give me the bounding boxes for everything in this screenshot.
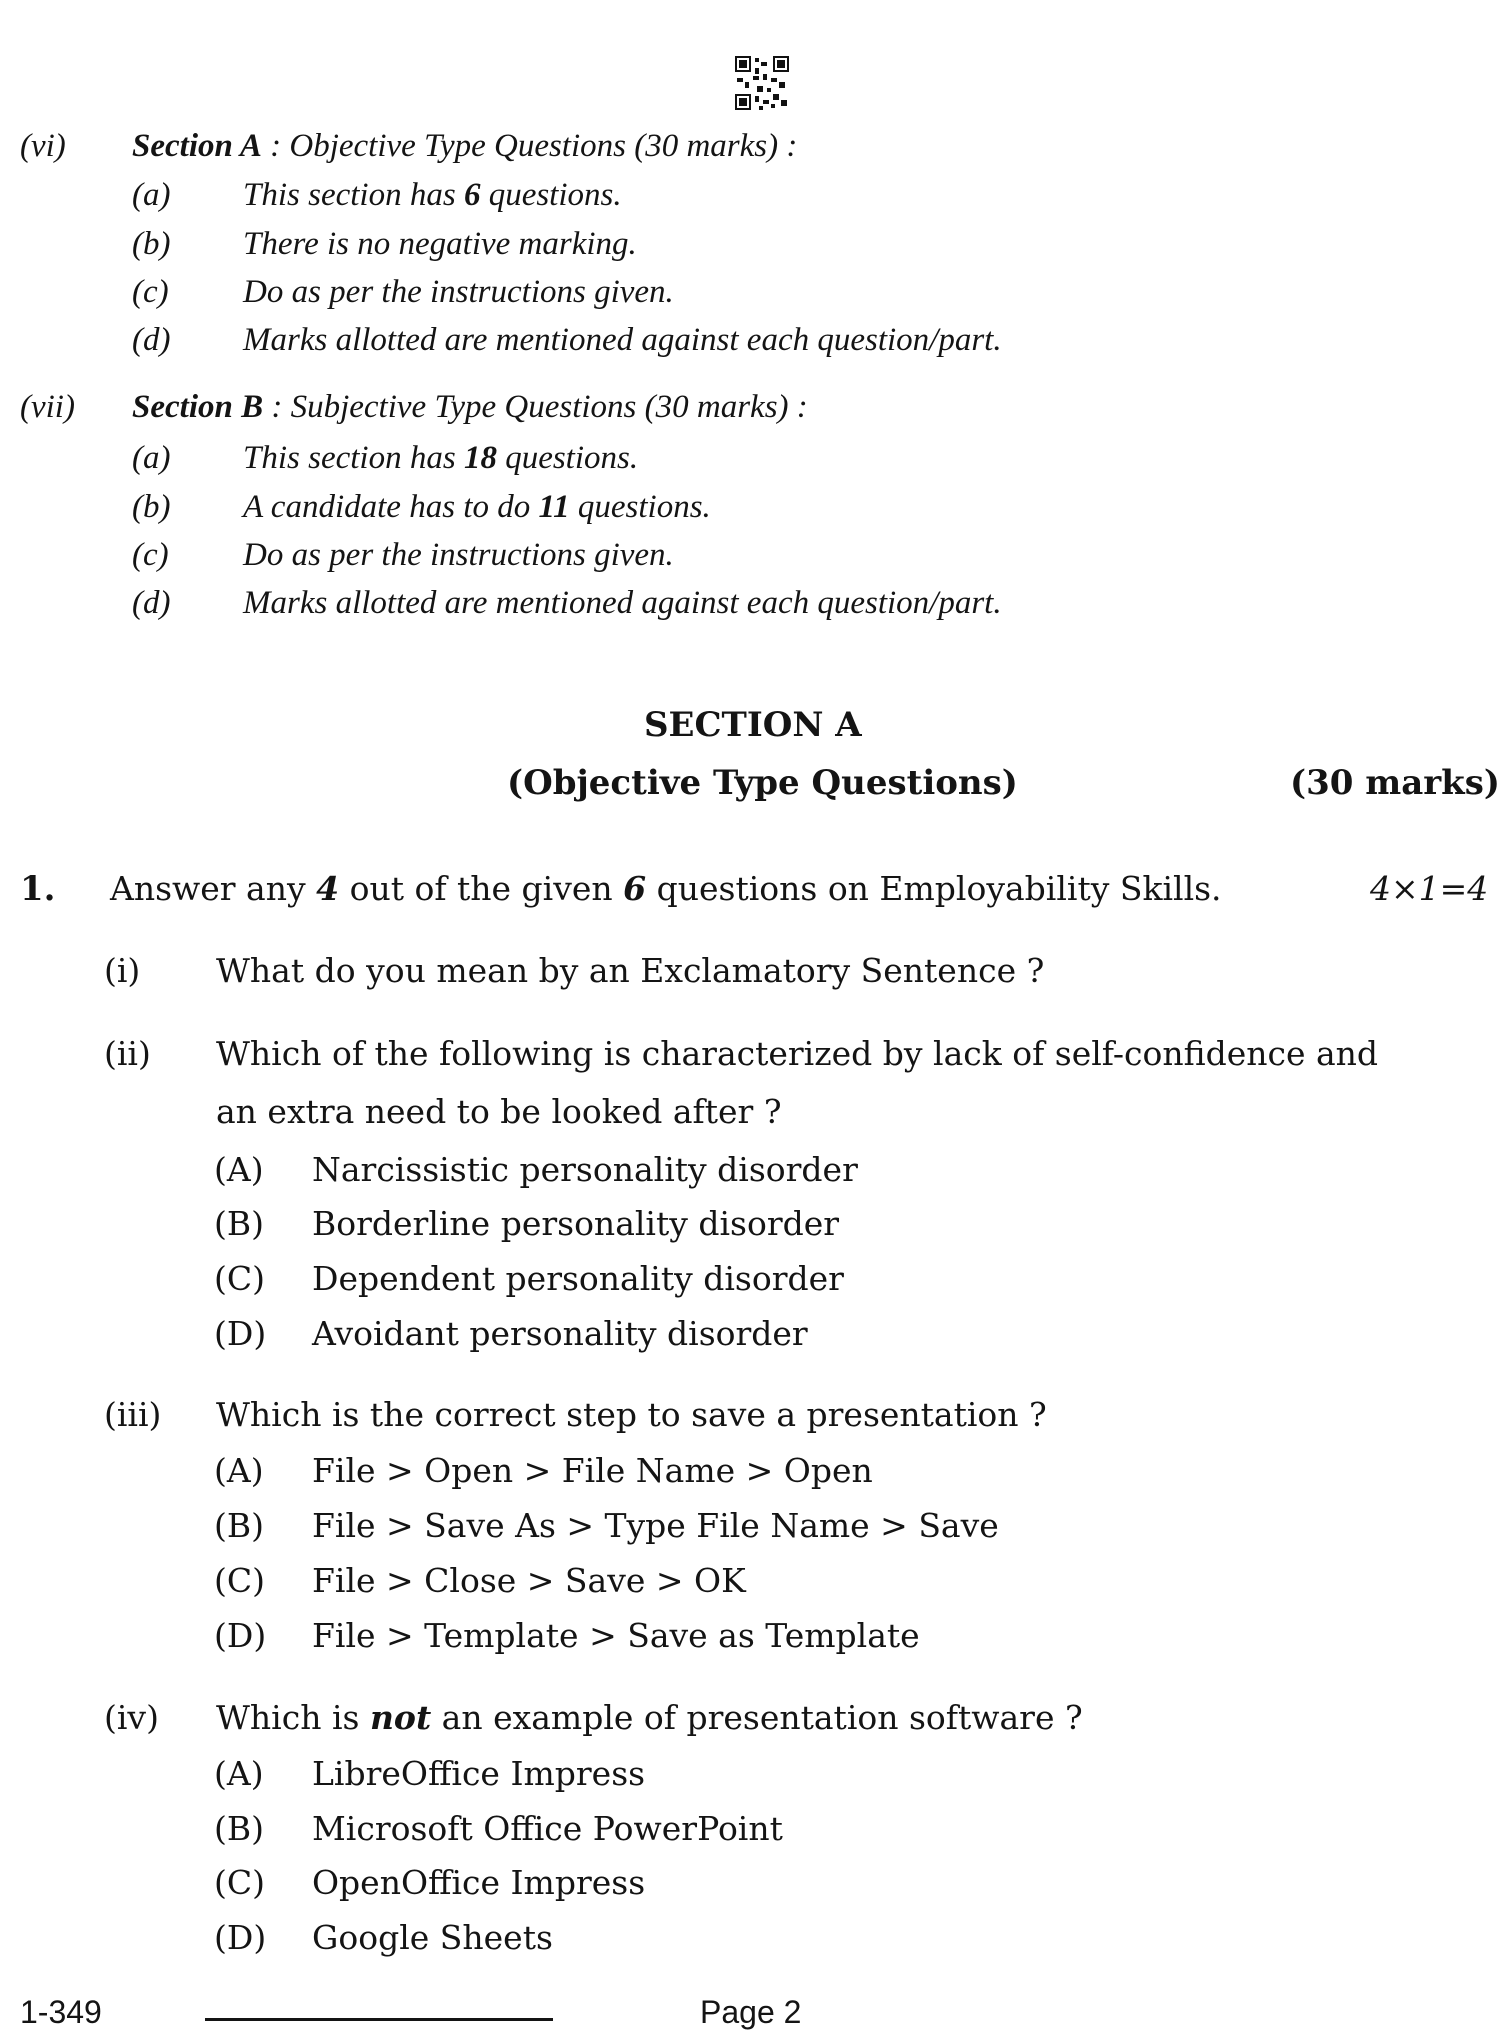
text-run-bold: 4 — [316, 869, 340, 908]
subquestion-number: (i) — [104, 951, 141, 990]
option-text: LibreOffice Impress — [312, 1754, 646, 1793]
subquestion-text — [216, 1698, 1083, 1737]
option-label: (D) — [214, 1314, 267, 1353]
subquestion-text: Which is the correct step to save a presentation ? — [216, 1395, 1047, 1434]
text-run: This section has — [243, 440, 464, 476]
text-run: Which is — [216, 1698, 370, 1737]
text-run: Do as per the instructions given. — [243, 274, 674, 310]
page-number: Page 2 — [700, 1994, 802, 2030]
option-text: Microsoft Office PowerPoint — [312, 1809, 783, 1848]
instruction-vii-item-label: (c) — [132, 537, 169, 573]
text-run: This section has — [243, 177, 464, 213]
text-run: an example of presentation software ? — [431, 1698, 1083, 1737]
instruction-vi-item-label: (a) — [132, 177, 171, 213]
option-label: (C) — [214, 1259, 265, 1298]
option-text: OpenOffice Impress — [312, 1863, 646, 1902]
instruction-vi-heading — [132, 128, 797, 165]
option-label: (B) — [214, 1506, 264, 1545]
instruction-vi-item-label: (d) — [132, 322, 171, 358]
text-run: out of the given — [339, 869, 624, 908]
text-run: Marks allotted are mentioned against each question/part. — [243, 322, 1002, 358]
instruction-vi-item-text — [243, 322, 1002, 359]
option-label: (A) — [214, 1150, 264, 1189]
instruction-vii-item-text — [243, 537, 674, 574]
text-run: Marks allotted are mentioned against each question/part. — [243, 585, 1002, 621]
instruction-vii-title-rest: : Subjective Type Questions (30 marks) : — [263, 389, 808, 425]
text-run: Answer any — [110, 869, 317, 908]
option-text: Dependent personality disorder — [312, 1259, 844, 1298]
text-run-bold: 11 — [538, 489, 570, 525]
paper-code: 1-349 — [20, 1994, 102, 2030]
text-run: questions. — [569, 489, 711, 525]
section-title: SECTION A — [644, 705, 862, 745]
instruction-vi-item-text — [243, 177, 622, 214]
text-run: questions on Employability Skills. — [646, 869, 1222, 908]
option-label: (A) — [214, 1451, 264, 1490]
text-run-bold: 18 — [463, 440, 497, 476]
section-marks: (30 marks) — [1290, 763, 1500, 803]
instruction-vii-item-label: (a) — [132, 440, 171, 476]
instruction-vi-item-text — [243, 274, 674, 311]
option-text: File > Template > Save as Template — [312, 1616, 920, 1655]
text-run: There is no negative marking. — [243, 226, 637, 262]
instruction-vi-item-text — [243, 226, 637, 263]
subquestion-number: (ii) — [104, 1034, 151, 1073]
instruction-vii-item-text — [243, 585, 1002, 622]
text-run-bold: not — [369, 1698, 432, 1737]
option-label: (D) — [214, 1616, 267, 1655]
text-run-bold: 6 — [623, 869, 647, 908]
qr-code-icon — [735, 56, 789, 110]
option-label: (A) — [214, 1754, 264, 1793]
option-text: Borderline personality disorder — [312, 1204, 840, 1243]
text-run: questions. — [480, 177, 622, 213]
instruction-vi-title-rest: : Objective Type Questions (30 marks) : — [261, 128, 798, 164]
text-run: questions. — [496, 440, 639, 476]
instruction-vii-title: Section B — [132, 389, 264, 425]
instruction-vi-item-label: (b) — [132, 226, 171, 262]
instruction-vii-item-text — [243, 489, 711, 526]
option-label: (C) — [214, 1863, 265, 1902]
text-run: Do as per the instructions given. — [243, 537, 674, 573]
instruction-vii-item-label: (d) — [132, 585, 171, 621]
option-text: Google Sheets — [312, 1918, 553, 1957]
question-number: 1. — [20, 869, 56, 909]
option-text: Avoidant personality disorder — [312, 1314, 808, 1353]
text-run-bold: 6 — [463, 177, 481, 213]
instruction-vi-item-label: (c) — [132, 274, 169, 310]
subquestion-number: (iii) — [104, 1395, 162, 1434]
question-marks: 4×1=4 — [1370, 869, 1489, 908]
section-subtitle: (Objective Type Questions) — [507, 763, 1018, 803]
subquestion-number: (iv) — [104, 1698, 159, 1737]
subquestion-text: an extra need to be looked after ? — [216, 1092, 782, 1131]
subquestion-text: Which of the following is characterized by lack of self-confidence and — [216, 1034, 1379, 1073]
instruction-vii-heading — [132, 389, 808, 426]
footer-divider — [205, 2018, 553, 2021]
option-text: File > Open > File Name > Open — [312, 1451, 873, 1490]
option-label: (B) — [214, 1809, 264, 1848]
option-label: (D) — [214, 1918, 267, 1957]
subquestion-text: What do you mean by an Exclamatory Sentence ? — [216, 951, 1045, 990]
option-label: (B) — [214, 1204, 264, 1243]
instruction-vi-title: Section A — [132, 128, 262, 164]
question-text — [110, 869, 1222, 908]
option-text: Narcissistic personality disorder — [312, 1150, 858, 1189]
instruction-vii-item-label: (b) — [132, 489, 171, 525]
instruction-vii-number: (vii) — [20, 389, 75, 425]
instruction-vii-item-text — [243, 440, 638, 477]
option-text: File > Close > Save > OK — [312, 1561, 746, 1600]
instruction-vi-number: (vi) — [20, 128, 66, 164]
option-label: (C) — [214, 1561, 265, 1600]
option-text: File > Save As > Type File Name > Save — [312, 1506, 999, 1545]
text-run: A candidate has to do — [243, 489, 539, 525]
